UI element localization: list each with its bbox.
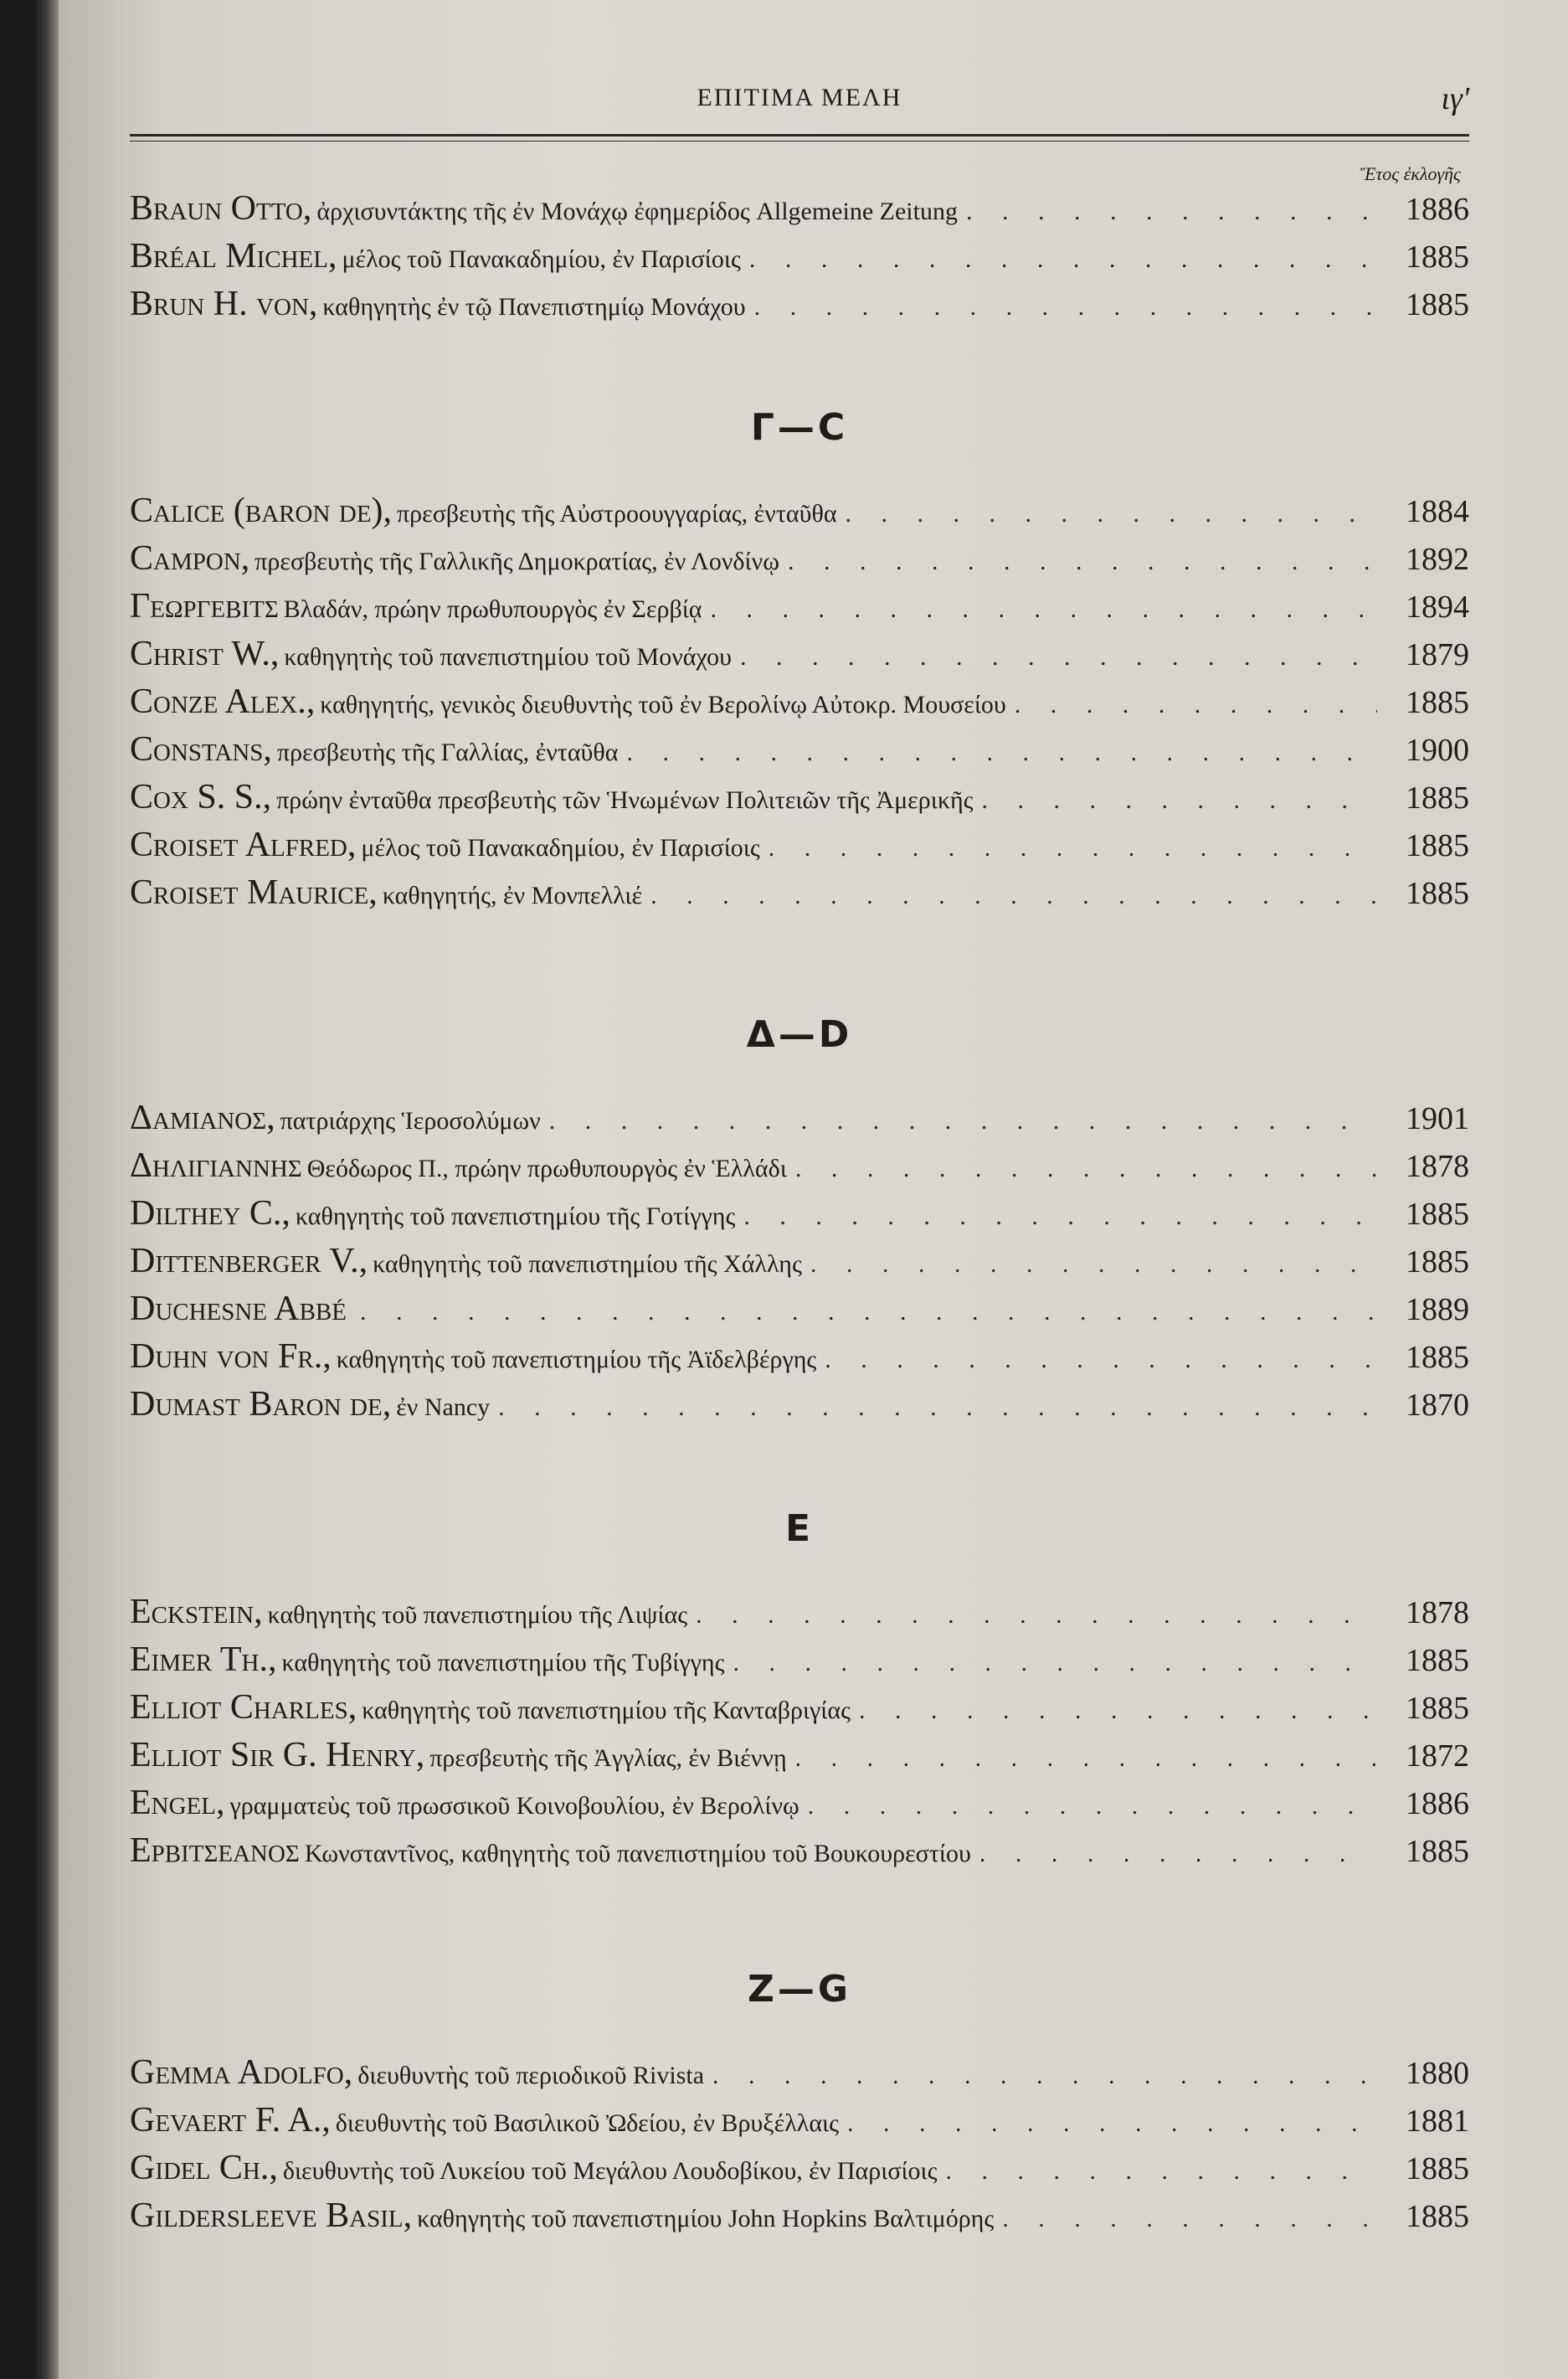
member-entry bbox=[130, 825, 1469, 873]
member-name: Γεωργεβιτς bbox=[130, 587, 279, 626]
member-name: Campon, bbox=[130, 539, 250, 578]
member-description: ἀρχισυντάκτης τῆς ἐν Μονάχῳ ἐφημερίδος Allgemeine Zeitung bbox=[316, 198, 958, 225]
member-entry bbox=[130, 1146, 1469, 1193]
member-name: Brun H. von, bbox=[130, 285, 318, 323]
election-year: 1885 bbox=[1406, 780, 1469, 816]
member-description: καθηγητὴς ἐν τῷ Πανεπιστημίῳ Μονάχου bbox=[322, 293, 746, 321]
member-description: διευθυντὴς τοῦ περιοδικοῦ Rivista bbox=[357, 2062, 705, 2089]
member-name: Gemma Adolfo, bbox=[130, 2053, 353, 2092]
member-description: καθηγητὴς τοῦ πανεπιστημίου τῆς Τυβίγγης bbox=[281, 1649, 725, 1676]
dot-leader bbox=[846, 500, 1377, 528]
member-entry bbox=[130, 538, 1469, 586]
running-header bbox=[130, 80, 1469, 114]
member-description: ἐν Nancy bbox=[396, 1393, 491, 1421]
member-entry bbox=[130, 491, 1469, 538]
dot-leader bbox=[808, 1792, 1377, 1820]
member-description: μέλος τοῦ Πανακαδημίου, ἐν Παρισίοις bbox=[342, 245, 741, 273]
book-spine-shadow bbox=[0, 0, 59, 2379]
dot-leader bbox=[749, 245, 1377, 274]
letter-section bbox=[130, 1507, 1469, 1878]
member-description: γραμματεὺς τοῦ πρωσσικοῦ Κοινοβουλίου, ἐν Βερολίνῳ bbox=[229, 1792, 799, 1820]
year-column-label: Ἔτος ἐκλογῆς bbox=[1360, 163, 1461, 184]
member-name: Duhn von Fr., bbox=[130, 1337, 332, 1376]
election-year: 1885 bbox=[1406, 1643, 1469, 1678]
member-name: Calice (baron de), bbox=[130, 492, 393, 530]
member-description: διευθυντὴς τοῦ Λυκείου τοῦ Μεγάλου Λουδοβίκου, ἐν Παρισίοις bbox=[282, 2157, 938, 2185]
dot-leader bbox=[627, 739, 1378, 767]
election-year: 1885 bbox=[1406, 1244, 1469, 1280]
dot-leader bbox=[743, 1202, 1377, 1231]
member-name: Christ W., bbox=[130, 635, 280, 673]
election-year: 1894 bbox=[1406, 590, 1469, 625]
member-description: καθηγητὴς τοῦ πανεπιστημίου τῆς Κανταβριγίας bbox=[362, 1697, 851, 1724]
member-description: Θεόδωρος Π., πρώην πρωθυπουργὸς ἐν Ἑλλάδι bbox=[306, 1155, 787, 1182]
member-entry bbox=[130, 729, 1469, 777]
election-year: 1885 bbox=[1406, 2151, 1469, 2186]
election-year: 1885 bbox=[1406, 828, 1469, 863]
election-year: 1885 bbox=[1406, 1834, 1469, 1869]
section-heading: Γ—C bbox=[750, 406, 849, 449]
letter-section bbox=[130, 1968, 1469, 2243]
dot-leader bbox=[982, 786, 1377, 815]
election-year: 1872 bbox=[1406, 1738, 1469, 1774]
member-entry bbox=[130, 1735, 1469, 1783]
member-entry bbox=[130, 1193, 1469, 1241]
election-year: 1886 bbox=[1406, 192, 1469, 227]
header-rule-thick bbox=[130, 134, 1469, 136]
member-name: Elliot Charles, bbox=[130, 1688, 357, 1727]
letter-section bbox=[130, 406, 1469, 920]
election-year: 1880 bbox=[1406, 2056, 1469, 2091]
member-description: Κωνσταντῖνος, καθηγητὴς τοῦ πανεπιστημίου τοῦ Βουκουρεστίου bbox=[304, 1840, 971, 1867]
dot-leader bbox=[945, 2157, 1377, 2186]
member-entry bbox=[130, 1592, 1469, 1640]
header-rule-thin bbox=[130, 141, 1469, 142]
dot-leader bbox=[979, 1840, 1377, 1868]
election-year: 1878 bbox=[1406, 1149, 1469, 1184]
member-name: Dilthey C., bbox=[130, 1194, 290, 1233]
member-name: Eimer Th., bbox=[130, 1640, 277, 1679]
letter-section bbox=[130, 1013, 1469, 1432]
member-entry bbox=[130, 682, 1469, 729]
member-description: Βλαδάν, πρώην πρωθυπουργὸς ἐν Σερβίᾳ bbox=[283, 595, 702, 623]
member-entry bbox=[130, 1831, 1469, 1878]
member-name: Conze Alex., bbox=[130, 682, 316, 721]
dot-leader bbox=[769, 834, 1377, 863]
member-name: Gidel Ch., bbox=[130, 2149, 278, 2187]
election-year: 1892 bbox=[1406, 542, 1469, 577]
member-entry bbox=[130, 1640, 1469, 1687]
dot-leader bbox=[733, 1649, 1377, 1677]
election-year: 1886 bbox=[1406, 1786, 1469, 1821]
member-entry bbox=[130, 2100, 1469, 2148]
member-description: καθηγητὴς τοῦ πανεπιστημίου τῆς Ἀϊδελβέργης bbox=[336, 1346, 817, 1373]
member-description: πρεσβευτὴς τῆς Ἀγγλίας, ἐν Βιέννῃ bbox=[429, 1744, 787, 1772]
dot-leader bbox=[711, 595, 1378, 624]
election-year: 1900 bbox=[1406, 733, 1469, 768]
member-description: καθηγητὴς τοῦ πανεπιστημίου John Hopkins Βαλτιμόρης bbox=[417, 2205, 995, 2232]
section-heading: E bbox=[784, 1507, 815, 1550]
member-entry bbox=[130, 2148, 1469, 2196]
member-name: Gildersleeve Basil, bbox=[130, 2196, 413, 2235]
member-description: πρεσβευτὴς τῆς Αὐστροουγγαρίας, ἐνταῦθα bbox=[397, 500, 837, 528]
member-name: Bréal Michel, bbox=[130, 237, 337, 275]
member-entry bbox=[130, 1241, 1469, 1289]
member-entry bbox=[130, 1783, 1469, 1831]
member-entry bbox=[130, 284, 1469, 332]
dot-leader bbox=[825, 1346, 1377, 1374]
section-heading: Δ—D bbox=[746, 1013, 853, 1056]
election-year: 1885 bbox=[1406, 287, 1469, 322]
member-description: καθηγητής, ἐν Μονπελλιέ bbox=[382, 882, 643, 909]
election-year: 1885 bbox=[1406, 1197, 1469, 1232]
dot-leader bbox=[360, 1298, 1377, 1326]
member-entry bbox=[130, 634, 1469, 682]
member-description: καθηγητής, γενικὸς διευθυντὴς τοῦ ἐν Βερολίνῳ Αὐτοκρ. Μουσείου bbox=[320, 691, 1006, 718]
member-description: καθηγητὴς τοῦ πανεπιστημίου τῆς Χάλλης bbox=[373, 1250, 802, 1278]
member-description: καθηγητὴς τοῦ πανεπιστημίου τῆς Λιψίας bbox=[267, 1601, 688, 1629]
dot-leader bbox=[788, 548, 1377, 576]
election-year: 1879 bbox=[1406, 637, 1469, 672]
page-number: ιγ' bbox=[1441, 81, 1469, 116]
election-year: 1885 bbox=[1406, 685, 1469, 720]
member-name: Dittenberger V., bbox=[130, 1242, 368, 1280]
member-name: Croiset Maurice, bbox=[130, 873, 378, 912]
election-year: 1885 bbox=[1406, 1340, 1469, 1375]
member-name: Δαμιανος, bbox=[130, 1099, 275, 1137]
member-entry bbox=[130, 1289, 1469, 1336]
member-name: Elliot Sir G. Henry, bbox=[130, 1736, 425, 1774]
dot-leader bbox=[1002, 2205, 1377, 2233]
election-year: 1878 bbox=[1406, 1595, 1469, 1630]
member-entry bbox=[130, 1687, 1469, 1735]
election-year: 1885 bbox=[1406, 2199, 1469, 2234]
member-name: Gevaert F. A., bbox=[130, 2101, 331, 2140]
member-description: πρώην ἐνταῦθα πρεσβευτὴς τῶν Ἡνωμένων Πολιτειῶν τῆς Ἀμερικῆς bbox=[276, 786, 974, 814]
dot-leader bbox=[498, 1393, 1377, 1422]
member-description: πατριάρχης Ἱεροσολύμων bbox=[280, 1107, 541, 1135]
dot-leader bbox=[712, 2062, 1377, 2090]
member-name: Dumast Baron de, bbox=[130, 1385, 392, 1424]
dot-leader bbox=[754, 293, 1377, 322]
member-name: Δηλιγιαννης bbox=[130, 1146, 302, 1185]
member-name: Eckstein, bbox=[130, 1593, 263, 1631]
member-name: Duchesne Abbé bbox=[130, 1290, 347, 1328]
election-year: 1889 bbox=[1406, 1292, 1469, 1327]
election-year: 1884 bbox=[1406, 494, 1469, 529]
member-entry bbox=[130, 188, 1469, 236]
election-year: 1870 bbox=[1406, 1388, 1469, 1423]
election-year: 1881 bbox=[1406, 2104, 1469, 2139]
dot-leader bbox=[1015, 691, 1377, 719]
member-entry bbox=[130, 2196, 1469, 2243]
member-name: Engel, bbox=[130, 1784, 225, 1822]
dot-leader bbox=[847, 2109, 1377, 2138]
section-heading: Z—G bbox=[747, 1968, 852, 2011]
member-entry bbox=[130, 1384, 1469, 1432]
member-entry bbox=[130, 873, 1469, 920]
letter-section bbox=[130, 188, 1469, 332]
member-entry bbox=[130, 1336, 1469, 1384]
member-entry bbox=[130, 2052, 1469, 2100]
dot-leader bbox=[810, 1250, 1377, 1279]
election-year: 1885 bbox=[1406, 1691, 1469, 1726]
dot-leader bbox=[696, 1601, 1377, 1630]
member-name: Cox S. S., bbox=[130, 778, 272, 816]
election-year: 1901 bbox=[1406, 1101, 1469, 1136]
dot-leader bbox=[650, 882, 1377, 910]
member-description: διευθυντὴς τοῦ Βασιλικοῦ Ὠδείου, ἐν Βρυξέλλαις bbox=[335, 2109, 839, 2137]
member-name: Ερβιτσεανος bbox=[130, 1831, 300, 1870]
dot-leader bbox=[740, 643, 1377, 672]
member-entry bbox=[130, 1098, 1469, 1146]
member-description: πρεσβευτὴς τῆς Γαλλίας, ἐνταῦθα bbox=[276, 739, 619, 766]
member-name: Braun Otto, bbox=[130, 189, 312, 228]
member-entry bbox=[130, 236, 1469, 284]
member-entry bbox=[130, 777, 1469, 825]
election-year: 1885 bbox=[1406, 876, 1469, 911]
page-title: ΕΠΙΤΙΜΑ ΜΕΛΗ bbox=[697, 84, 902, 111]
member-description: καθηγητὴς τοῦ πανεπιστημίου τῆς Γοτίγγης bbox=[295, 1202, 736, 1230]
election-year: 1885 bbox=[1406, 239, 1469, 275]
member-description: καθηγητὴς τοῦ πανεπιστημίου τοῦ Μονάχου bbox=[284, 643, 732, 671]
member-entry bbox=[130, 586, 1469, 634]
member-name: Constans, bbox=[130, 730, 272, 769]
dot-leader bbox=[966, 198, 1377, 226]
dot-leader bbox=[795, 1744, 1377, 1773]
dot-leader bbox=[795, 1155, 1377, 1183]
dot-leader bbox=[549, 1107, 1377, 1135]
member-description: μέλος τοῦ Πανακαδημίου, ἐν Παρισίοις bbox=[361, 834, 760, 862]
member-description: πρεσβευτὴς τῆς Γαλλικῆς Δημοκρατίας, ἐν Λονδίνῳ bbox=[254, 548, 779, 575]
dot-leader bbox=[859, 1697, 1377, 1725]
member-name: Croiset Alfred, bbox=[130, 826, 357, 864]
